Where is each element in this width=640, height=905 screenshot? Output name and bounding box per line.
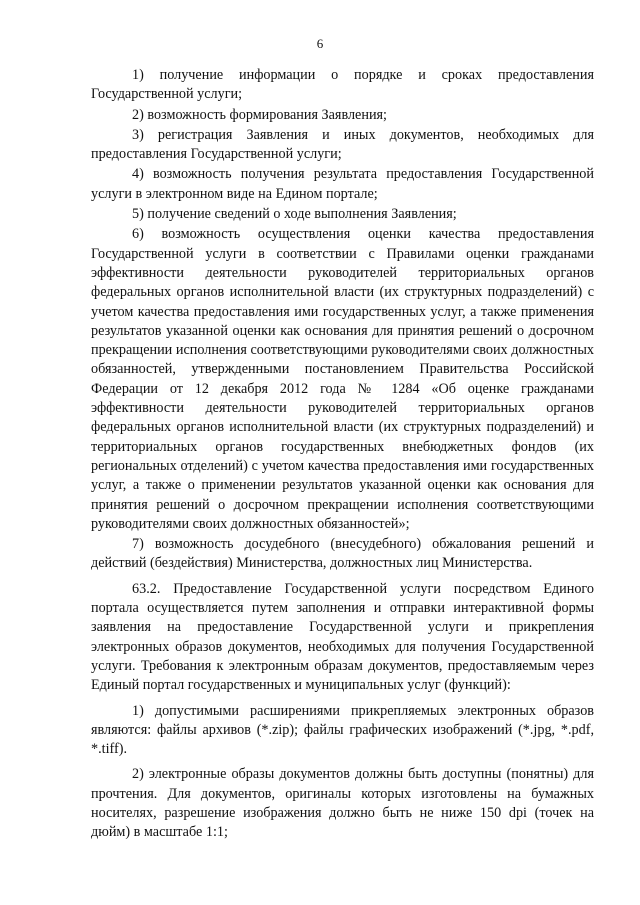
- list-item-6: 6) возможность осуществления оценки качества предоставления Государственной услуги в соответствии с Правилами оценки гражданами эффективности деятельности руководителей территориальных органов федеральных органов исполнительной власти (их структурных подразделений) с учетом качества предоставления ими государственных услуг, а также применения результатов указанной оценки как основания для принятия решений о досрочном прекращении исполнения соответствующими руководителями своих должностных обязанностей, утвержденными постановлением Правительства Российской Федерации от 12 декабря 2012 года № 1284 «Об оценке гражданами эффективности деятельности руководителей территориальных органов федеральных органов исполнительной власти (их структурных подразделений) и территориальных органов государственных внебюджетных фондов (их региональных отделений) с учетом качества предоставления ими государственных услуг, а также о применении результатов указанной оценки как основания для принятия решений о досрочном прекращении исполнения соответствующими руководителями своих должностных обязанностей»;: [91, 226, 594, 532]
- list-item-4: 4) возможность получения результата предоставления Государственной услуги в электронном виде на Едином портале;: [91, 166, 594, 202]
- requirement-item-1: 1) допустимыми расширениями прикрепляемых электронных образов являются: файлы архивов (*.zip); файлы графических изображений (*.jpg, *.pdf, *.tiff).: [91, 702, 594, 758]
- list-item-3: 3) регистрация Заявления и иных документов, необходимых для предоставления Государственной услуги;: [91, 126, 594, 163]
- requirement-item-2: 2) электронные образы документов должны быть доступны (понятны) для прочтения. Для документов, оригиналы которых изготовлены на бумажных носителях, разрешение изображения должно быть не ниже 150 dpi (точек на дюйм) в масштабе 1:1;: [91, 766, 594, 841]
- list-item-1: 1) получение информации о порядке и сроках предоставления Государственной услуги;: [91, 67, 594, 103]
- list-item-5: 5) получение сведений о ходе выполнения Заявления;: [132, 206, 457, 223]
- list-item-7: 7) возможность досудебного (внесудебного) обжалования решений и действий (бездействия) Министерства, должностных лиц Министерства.: [91, 536, 594, 572]
- document-body: [91, 66, 594, 843]
- list-item-2: 2) возможность формирования Заявления;: [132, 106, 388, 123]
- page-number: 6: [316, 36, 324, 51]
- section-63-2: 63.2. Предоставление Государственной услуги посредством Единого портала осуществляется путем заполнения и отправки интерактивной формы заявления на предоставление Государственной услуги и прикрепления электронных образов документов, необходимых для получения Государственной услуги. Требования к электронным образам документов, предоставляемым через Единый портал государственных и муниципальных услуг (функций):: [91, 580, 594, 694]
